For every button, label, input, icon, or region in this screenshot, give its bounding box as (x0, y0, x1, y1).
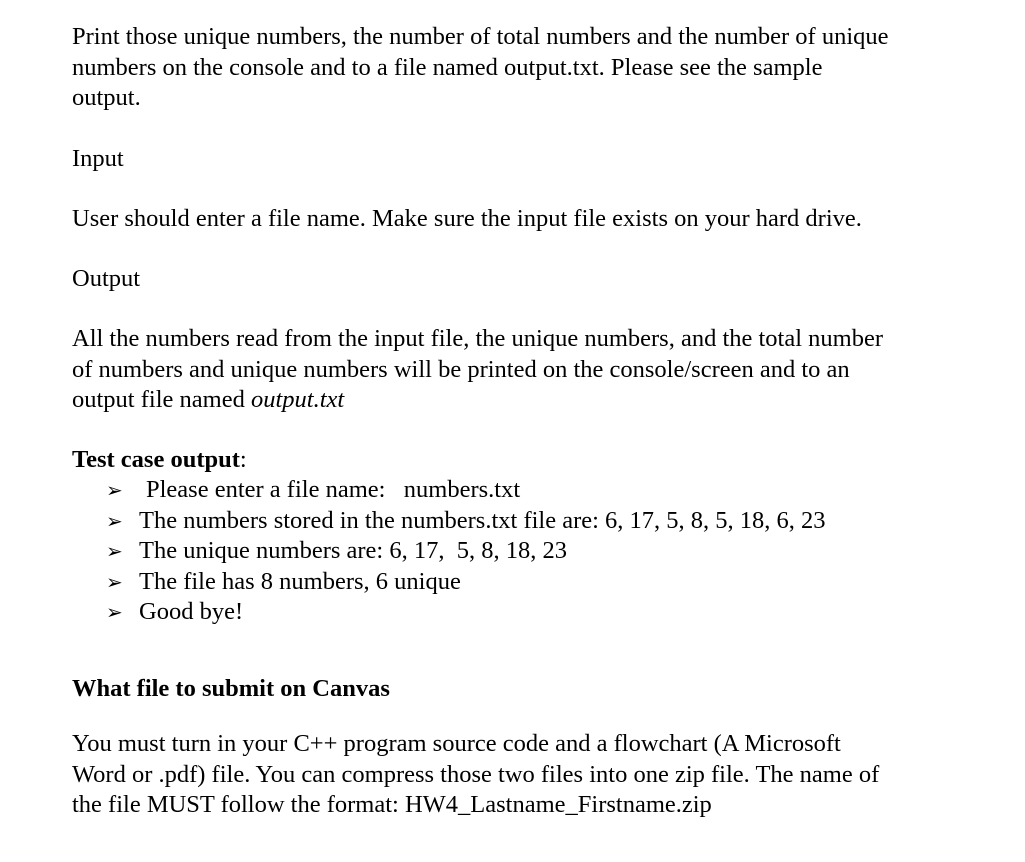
list-item (72, 567, 826, 598)
intro-line: output. (72, 84, 141, 111)
list-item (72, 506, 826, 537)
output-line: All the numbers read from the input file, the unique numbers, and the total number (72, 325, 884, 352)
output-paragraph (72, 324, 883, 416)
submit-line: You must turn in your C++ program source code and a flowchart (A Microsoft (72, 730, 841, 757)
list-item-text: The file has 8 numbers, 6 unique (139, 567, 461, 595)
intro-paragraph (72, 22, 889, 114)
output-line: of numbers and unique numbers will be printed on the console/screen and to an (72, 355, 850, 383)
test-case-list (72, 475, 826, 628)
arrow-bullet-icon: ➢ (106, 478, 123, 502)
submit-heading: What file to submit on Canvas (72, 675, 390, 702)
submit-paragraph (72, 729, 879, 821)
input-description: User should enter a file name. Make sure the input file exists on your hard drive. (72, 205, 862, 232)
test-case-heading (72, 445, 247, 476)
output-line-text: output file named (72, 386, 251, 413)
arrow-bullet-icon: ➢ (106, 539, 123, 563)
input-heading: Input (72, 145, 124, 172)
test-case-heading-colon: : (239, 446, 247, 473)
output-heading: Output (72, 265, 141, 292)
list-item-text: The numbers stored in the numbers.txt file are: 6, 17, 5, 8, 5, 18, 6, 23 (139, 506, 826, 534)
list-item-text: Please enter a file name: numbers.txt (146, 476, 521, 503)
arrow-bullet-icon: ➢ (106, 600, 123, 624)
list-item (72, 536, 826, 567)
output-line (72, 385, 883, 416)
intro-line: Print those unique numbers, the number of total numbers and the number of unique (72, 23, 889, 50)
list-item (72, 475, 826, 506)
submit-line: the file MUST follow the format: HW4_Lastname_Firstname.zip (72, 791, 712, 818)
submit-line: Word or .pdf) file. You can compress those two files into one zip file. The name of (72, 760, 880, 788)
arrow-bullet-icon: ➢ (106, 508, 123, 533)
output-filename: output.txt (250, 386, 345, 413)
intro-line: numbers on the console and to a file named output.txt. Please see the sample (72, 53, 823, 81)
test-case-heading-text: Test case output (72, 446, 240, 473)
list-item-text: Good bye! (139, 598, 244, 625)
list-item (72, 597, 826, 628)
arrow-bullet-icon: ➢ (106, 569, 123, 594)
list-item-text: The unique numbers are: 6, 17, 5, 8, 18, 23 (139, 537, 567, 564)
